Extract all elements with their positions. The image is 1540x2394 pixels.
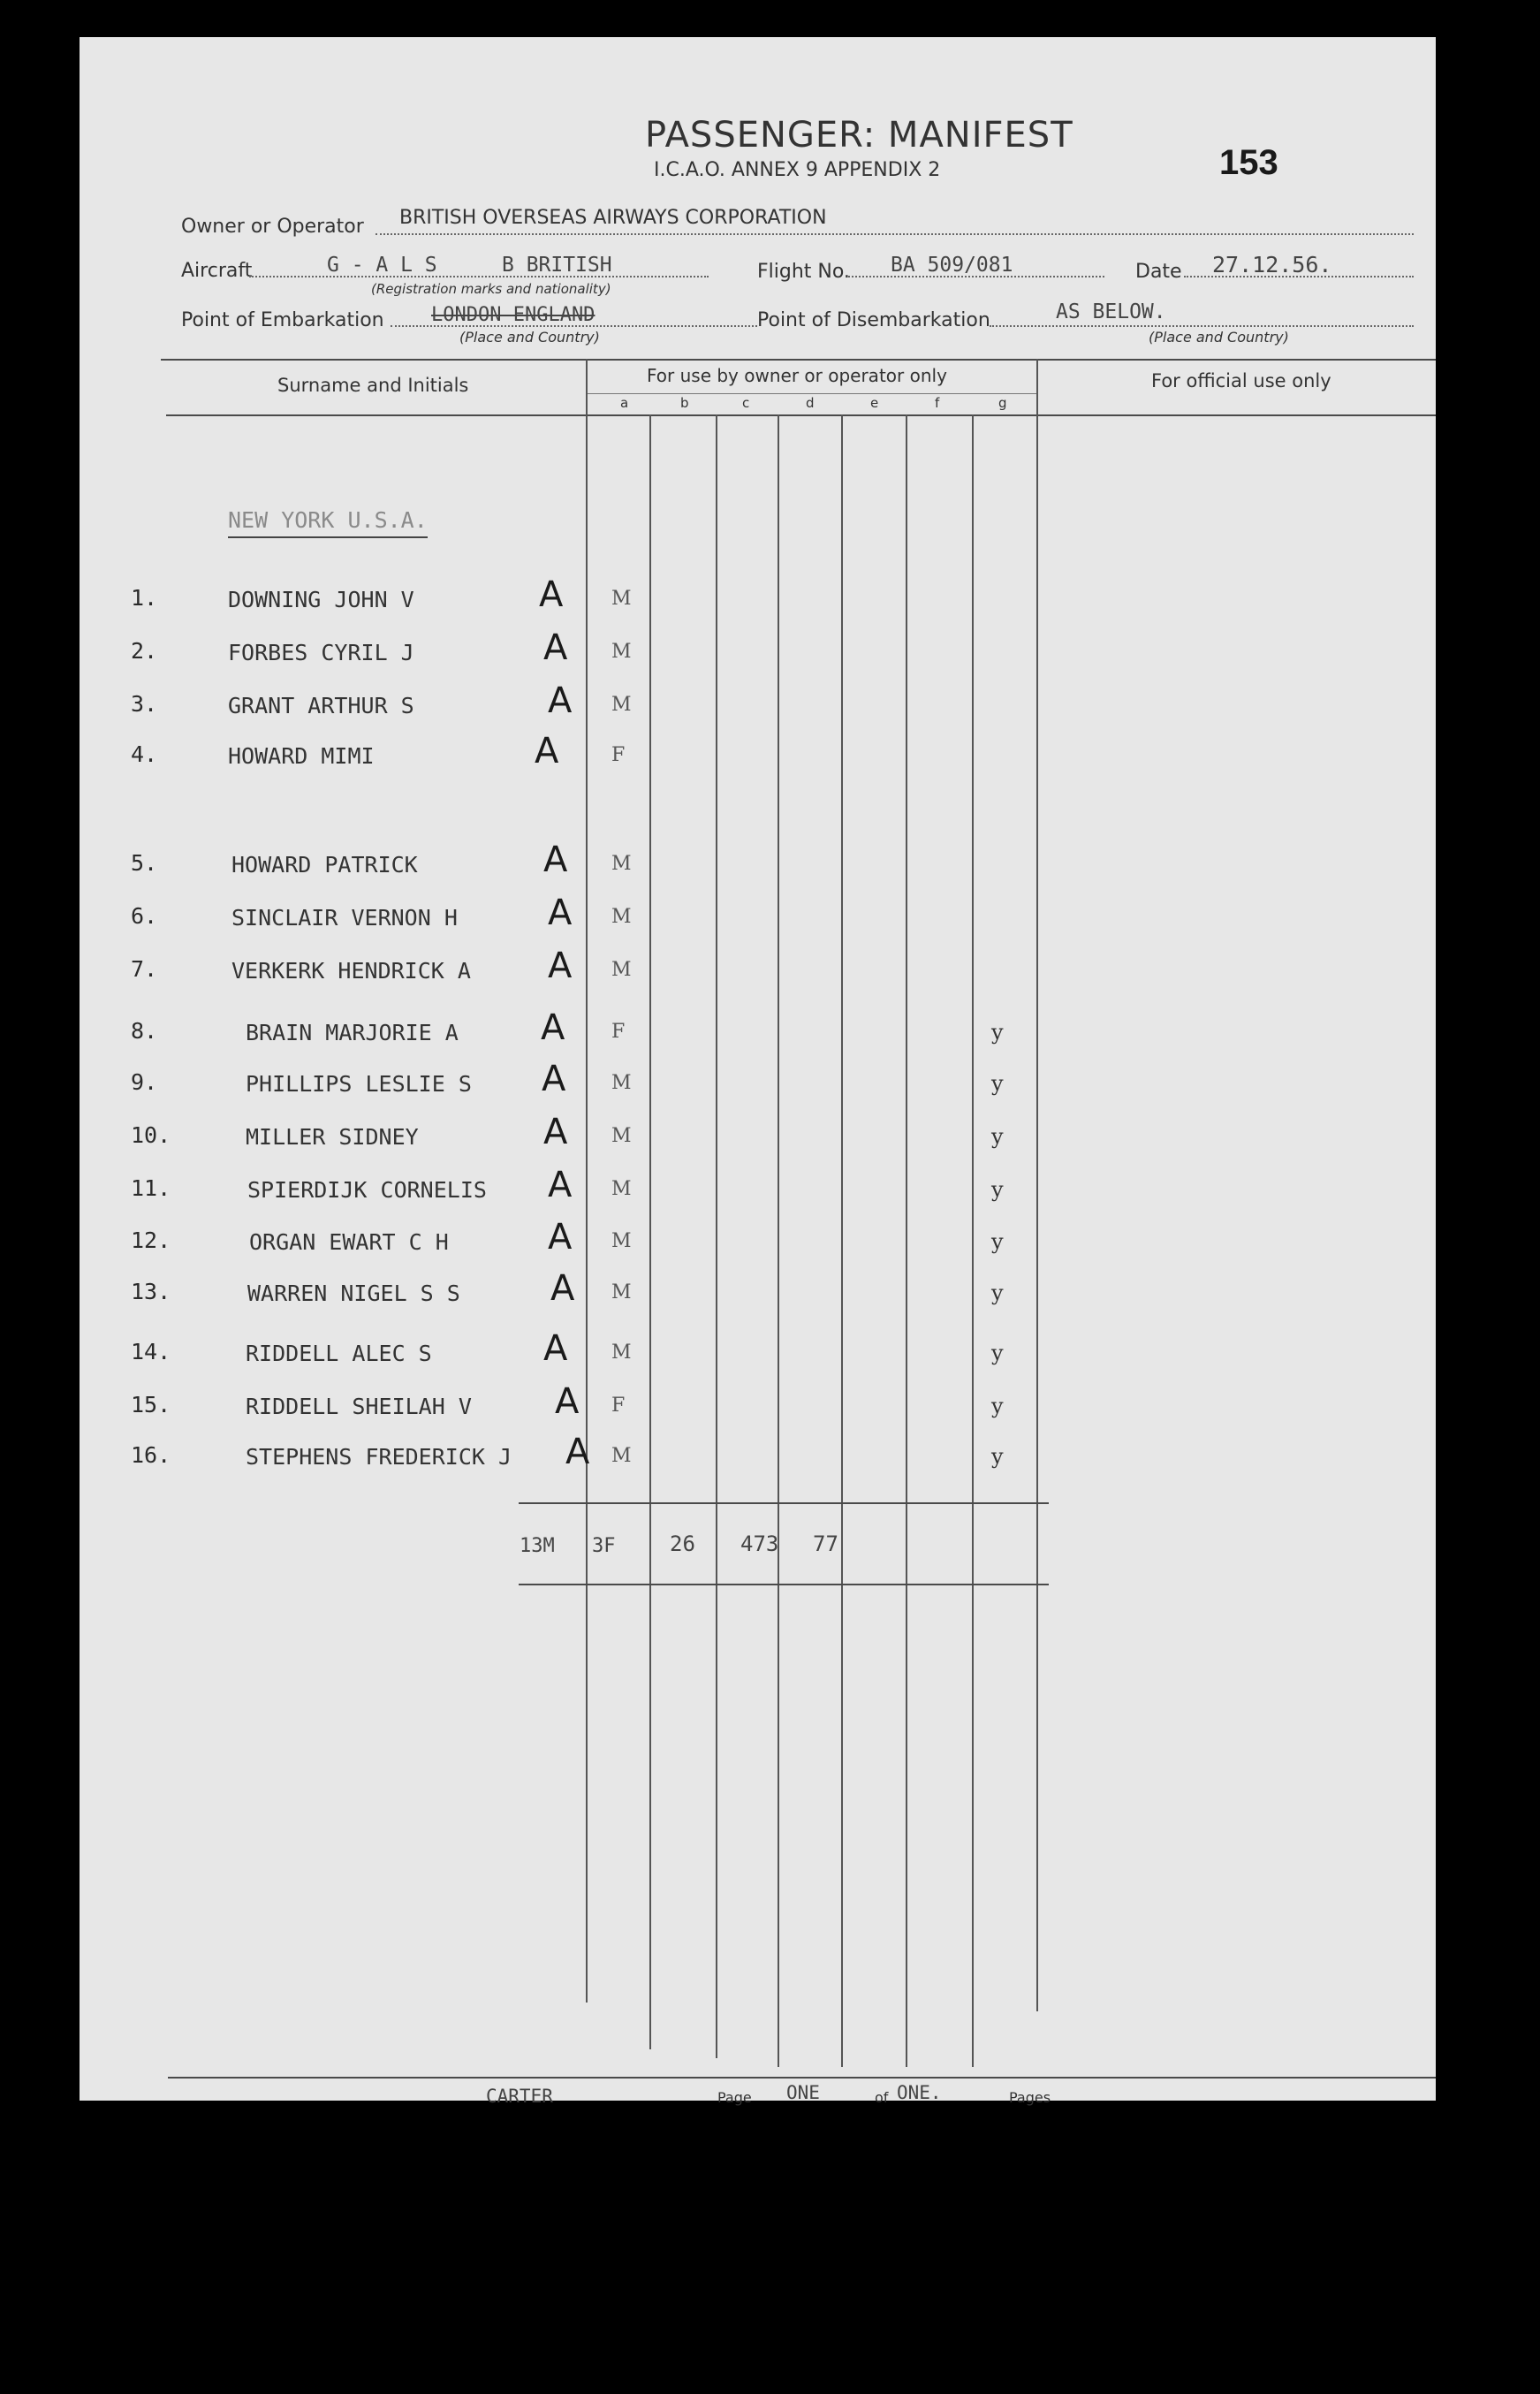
table-top-rule [161,359,1436,361]
handwritten-mark: A [550,1268,575,1309]
row-number: 11. [131,1175,171,1201]
subcol-g: g [998,395,1007,411]
aircraft-registration: G - A L S [327,254,437,277]
disembark-note: (Place and Country) [1149,329,1289,346]
aircraft-label: Aircraft [181,260,253,282]
passenger-name: BRAIN MARJORIE A [246,1020,459,1045]
row-number: 10. [131,1122,171,1148]
col-line-b [649,414,651,2049]
passenger-sex: M [611,853,632,875]
subcol-a: a [620,395,629,411]
passenger-name: ORGAN EWART C H [249,1229,449,1255]
disembark-label: Point of Disembarkation [757,309,990,331]
passenger-sex: F [611,1395,626,1417]
col-official-header: For official use only [1151,370,1331,391]
subcol-d: d [806,395,815,411]
aircraft-note: (Registration marks and nationality) [371,281,611,297]
col-g-mark: y [991,1229,1004,1254]
col-g-mark: y [991,1020,1004,1045]
row-number: 7. [131,956,158,982]
row-number: 5. [131,850,158,876]
passenger-sex: M [611,906,632,928]
col-line-f [906,414,907,2067]
subcol-c: c [742,395,750,411]
passenger-name: RIDDELL ALEC S [246,1341,432,1366]
col-g-mark: y [991,1394,1004,1418]
handwritten-mark: A [548,893,573,933]
embark-label: Point of Embarkation [181,309,384,331]
col-line-a-left [586,359,588,2003]
signature: CARTER [486,2086,553,2107]
passenger-name: HOWARD PATRICK [231,852,418,878]
row-number: 4. [131,741,158,767]
aircraft-nationality: B BRITISH [502,254,612,277]
manifest-sheet [80,37,1436,2107]
total-b: 26 [670,1531,695,1556]
handwritten-mark: A [555,1381,580,1422]
col-owner-header: For use by owner or operator only [647,365,947,386]
row-number: 3. [131,691,158,717]
owner-value: BRITISH OVERSEAS AIRWAYS CORPORATION [399,207,827,229]
total-d: 77 [813,1531,838,1556]
passenger-name: VERKERK HENDRICK A [231,958,471,984]
passenger-name: STEPHENS FREDERICK J [246,1444,512,1470]
passenger-sex: F [611,744,626,766]
total-males: 13M [520,1535,555,1557]
total-c: 473 [740,1531,779,1556]
manifest-subtitle: I.C.A.O. ANNEX 9 APPENDIX 2 [654,159,941,181]
embark-note: (Place and Country) [459,329,600,346]
passenger-name: MILLER SIDNEY [246,1124,419,1150]
passenger-sex: M [611,1178,632,1200]
flight-label: Flight No. [757,261,850,283]
handwritten-mark: A [542,1059,566,1099]
handwritten-mark: A [548,946,573,986]
total-females: 3F [592,1535,616,1557]
totals-bottom-rule [519,1584,1049,1585]
row-number: 1. [131,585,158,611]
destination-heading: NEW YORK U.S.A. [228,507,428,538]
col-surname-header: Surname and Initials [277,375,469,396]
manifest-title: PASSENGER: MANIFEST [645,115,1073,156]
handwritten-mark: A [548,1217,573,1258]
passenger-sex: M [611,588,632,610]
col-g-mark: y [991,1177,1004,1202]
passenger-sex: M [611,1125,632,1147]
row-number: 8. [131,1018,158,1044]
handwritten-mark: A [543,1112,568,1152]
table-header-rule [166,414,1436,416]
row-number: 16. [131,1442,171,1468]
row-number: 15. [131,1392,171,1417]
pages-label: Pages [1009,2089,1051,2106]
col-line-g [972,414,974,2067]
handwritten-mark: A [543,627,568,668]
col-line-e [841,414,843,2067]
col-g-mark: y [991,1341,1004,1365]
passenger-sex: M [611,1230,632,1252]
passenger-name: FORBES CYRIL J [228,640,414,665]
handwritten-mark: A [565,1432,590,1472]
handwritten-mark: A [543,840,568,880]
page-value: ONE [786,2082,820,2103]
flight-value: BA 509/081 [891,254,1013,277]
passenger-name: SPIERDIJK CORNELIS [247,1177,487,1203]
of-label: of [875,2089,889,2106]
totals-top-rule [519,1502,1049,1504]
col-g-mark: y [991,1124,1004,1149]
passenger-sex: F [611,1021,626,1043]
passenger-name: HOWARD MIMI [228,743,375,769]
row-number: 12. [131,1227,171,1253]
handwritten-mark: A [543,1328,568,1369]
passenger-sex: M [611,1281,632,1303]
handwritten-mark: A [548,1165,573,1205]
passenger-sex: M [611,1341,632,1364]
handwritten-mark: A [548,680,573,721]
passenger-name: SINCLAIR VERNON H [231,905,458,931]
row-number: 13. [131,1279,171,1304]
col-line-d [778,414,779,2067]
subcol-e: e [870,395,879,411]
owner-label: Owner or Operator [181,216,364,238]
passenger-sex: M [611,1072,632,1094]
handwritten-mark: A [539,574,564,615]
passenger-name: PHILLIPS LESLIE S [246,1071,472,1097]
date-label: Date [1135,261,1182,283]
date-value: 27.12.56. [1212,252,1332,277]
footer-rule [168,2077,1436,2079]
passenger-sex: M [611,694,632,716]
handwritten-mark: A [541,1007,565,1048]
of-value: ONE. [897,2082,942,2103]
passenger-sex: M [611,641,632,663]
col-g-mark: y [991,1071,1004,1096]
handwritten-mark: A [535,731,559,771]
row-number: 14. [131,1339,171,1364]
row-number: 6. [131,903,158,929]
page-label: Page [717,2089,752,2106]
disembark-value: AS BELOW. [1056,300,1166,323]
col-line-official [1036,359,1038,2011]
col-g-mark: y [991,1444,1004,1469]
passenger-name: GRANT ARTHUR S [228,693,414,718]
subcol-f: f [935,395,940,411]
embark-value: LONDON ENGLAND [431,304,596,326]
passenger-sex: M [611,959,632,981]
col-line-c [716,414,717,2058]
passenger-sex: M [611,1445,632,1467]
row-number: 2. [131,638,158,664]
col-g-mark: y [991,1281,1004,1305]
passenger-name: WARREN NIGEL S S [247,1281,460,1306]
subcol-b: b [680,395,689,411]
passenger-name: RIDDELL SHEILAH V [246,1394,472,1419]
page-number: 153 [1219,143,1278,182]
row-number: 9. [131,1069,158,1095]
passenger-name: DOWNING JOHN V [228,587,414,612]
